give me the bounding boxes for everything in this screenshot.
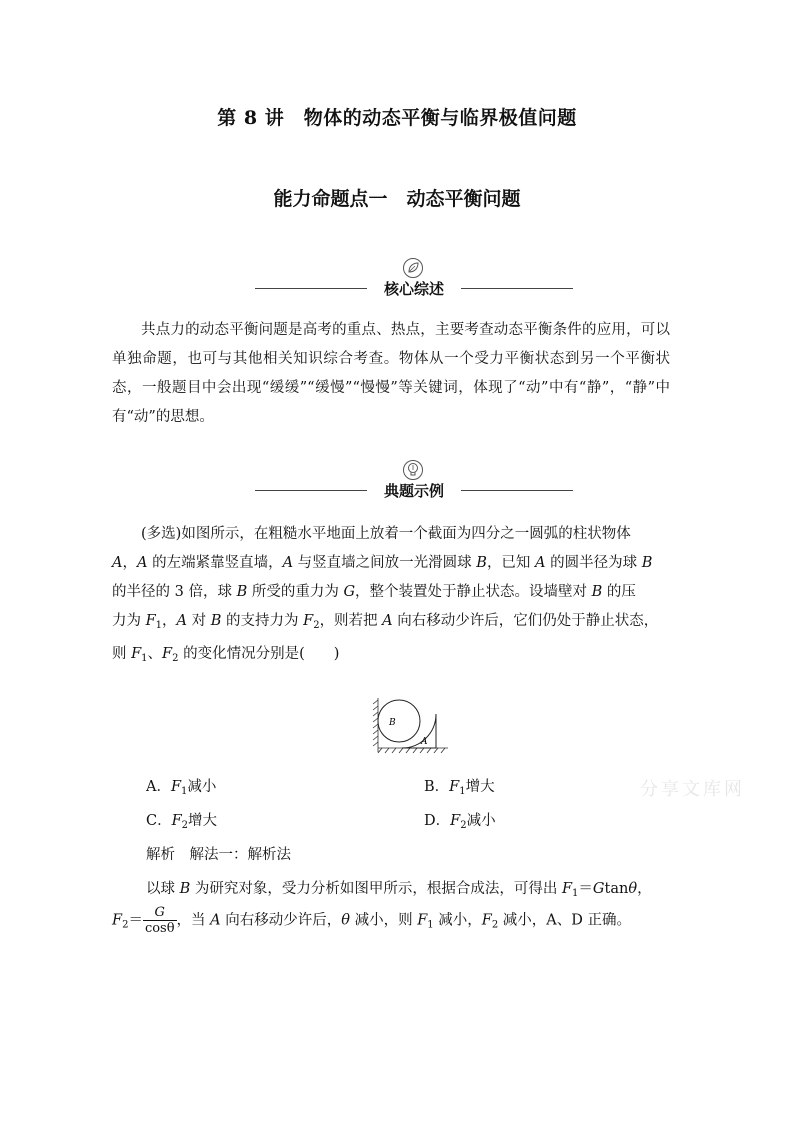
divider-right xyxy=(461,490,573,491)
question-text: (多选)如图所示，在粗糙水平地面上放着一个截面为四分之一圆弧的柱状物体 A，A 的左端紧靠竖直墙，A 与竖直墙之间放一光滑圆球 B，已知 A 的圆半径为球 B 的半径的 3 倍，球 B 所受的重力为 G，整个装置处于静止状态。设墙壁对 B 的压 力为 $F_1$，A 对 B 的支持力为 $F_2$，则若把 A 向右移动少许后，它们仍处于静止状态， 则 $F_1$、$F_2$ 的变化情况分别是( ) xyxy=(112,526,659,664)
section-label: 核心综述 xyxy=(383,280,444,298)
label-a: A xyxy=(421,737,428,747)
option-a[interactable]: A．$F_1$减小 xyxy=(146,779,217,797)
solution-heading: 解析 解法一：解析法 xyxy=(146,847,291,863)
option-d[interactable]: D．$F_2$减小 xyxy=(424,813,496,831)
section-header-examples xyxy=(255,459,573,499)
bulb-icon xyxy=(402,459,424,481)
physics-figure xyxy=(372,694,452,756)
page-title: 第 8 讲 物体的动态平衡与临界极值问题 xyxy=(217,107,577,129)
watermark: 分享文库网 xyxy=(640,779,745,800)
overview-paragraph: 共点力的动态平衡问题是高考的重点、热点，主要考查动态平衡条件的应用，可以单独命题，也可与其他相关知识综合考查。物体从一个受力平衡状态到另一个平衡状态，一般题目中会出现“缓缓”“缓慢”“慢慢”等关键词，体现了“动”中有“静”，“静”中有“动”的思想。 xyxy=(112,322,670,425)
label-b: B xyxy=(389,718,396,728)
option-c[interactable]: C．$F_2$增大 xyxy=(146,813,218,831)
solution-line-2: $F_2=$ $\frac{G}{\cos\theta}$ ，当 A 向右移动少许后，θ 减小，则 $F_1$ 减小，$F_2$ 减小，A、D 正确。 xyxy=(112,905,632,936)
option-b[interactable]: B．$F_1$增大 xyxy=(424,779,495,797)
divider-right xyxy=(461,288,573,289)
solution-line-1: 以球 B 为研究对象，受力分析如图甲所示，根据合成法，可得出 $F_1=Gtan\theta$， xyxy=(146,881,652,899)
fraction: $\frac{G}{\cos\theta}$ xyxy=(144,905,175,936)
section-label: 典题示例 xyxy=(383,482,444,500)
section-subtitle: 能力命题点一 动态平衡问题 xyxy=(273,188,521,210)
section-header-overview xyxy=(255,257,573,297)
leaf-icon xyxy=(402,257,424,279)
